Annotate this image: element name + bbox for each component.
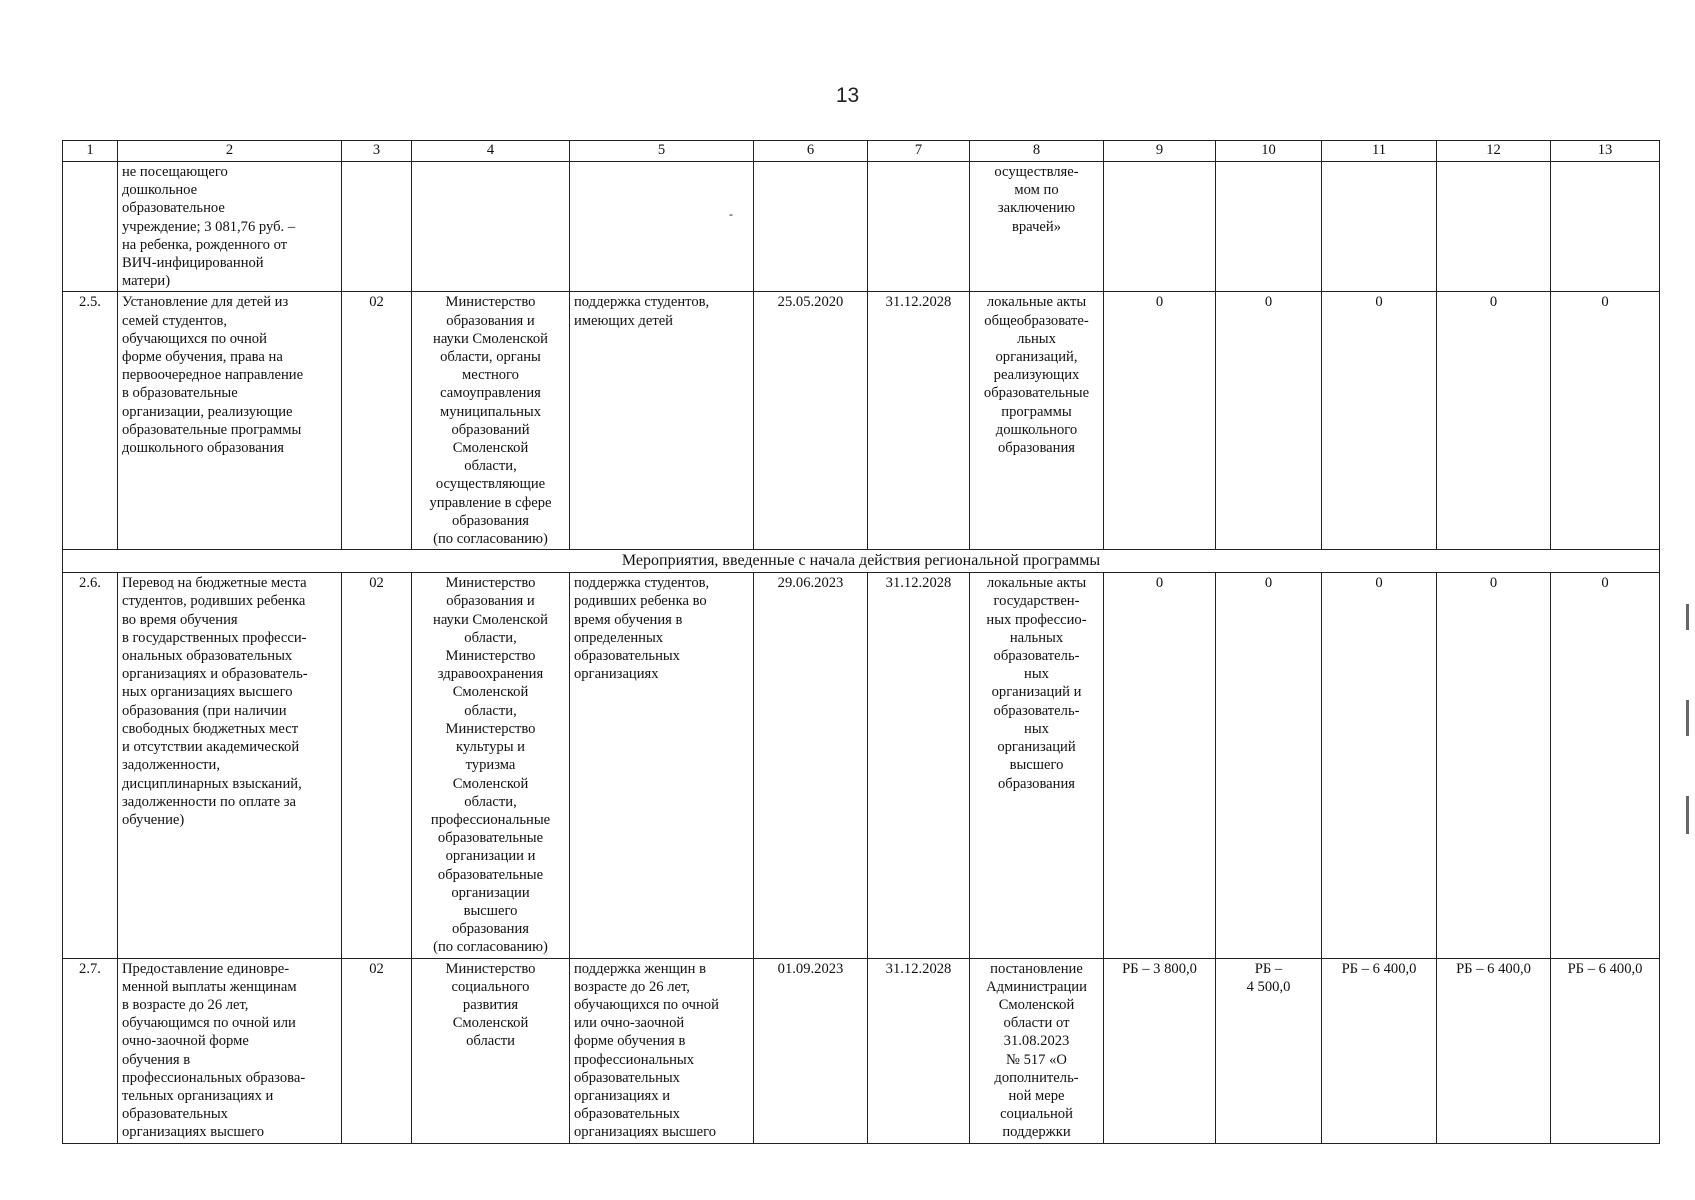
cell-basis (970, 162, 1104, 292)
cell-value-10 (1216, 162, 1322, 292)
cell-start-date: 25.05.2020 (754, 292, 868, 550)
cell-line: поддержки (1002, 1124, 1071, 1141)
cell-line: Смоленской (998, 996, 1075, 1013)
cell-dash: - (729, 207, 733, 221)
cell-line: реализующих (993, 367, 1080, 384)
cell-line: родивших ребенка во (574, 593, 707, 610)
cell-basis (970, 958, 1104, 1143)
cell-line: высшего (1009, 757, 1064, 774)
cell-line: образовательные (983, 385, 1090, 402)
cell-line: образования (452, 512, 529, 529)
cell-measure (118, 573, 342, 958)
cell-line: имеющих детей (574, 312, 673, 329)
cell-line: образовательные (437, 830, 544, 847)
cell-line: организации, реализующие (122, 403, 293, 420)
cell-executor (412, 573, 570, 958)
cell-line: профессиональные (430, 811, 551, 828)
col-header-1: 1 (63, 141, 118, 162)
cell-line: локальные акты (986, 575, 1087, 592)
cell-line: образовательные программы (122, 421, 302, 438)
cell-line: организации и (445, 848, 536, 865)
cell-line: образования и (446, 593, 535, 610)
cell-number: 2.6. (63, 573, 118, 958)
cell-line: муниципальных (439, 403, 542, 420)
cell-value-11: 0 (1322, 573, 1437, 958)
cell-line: области, (464, 793, 517, 810)
cell-line: первоочередное направление (122, 367, 304, 384)
cell-line: образования (998, 775, 1075, 792)
cell-line: или очно-заочной (574, 1015, 685, 1032)
cell-line: ных организациях высшего (122, 684, 293, 701)
col-header-12: 12 (1437, 141, 1551, 162)
cell-line: постановление (990, 960, 1083, 977)
cell-line: образования (при наличии (122, 702, 287, 719)
cell-line: № 517 «О (1006, 1051, 1067, 1068)
cell-end-date (868, 162, 970, 292)
cell-line: поддержка студентов, (574, 575, 710, 592)
cell-line: социального (451, 978, 530, 995)
cell-end-date: 31.12.2028 (868, 958, 970, 1143)
table-row (63, 162, 1660, 292)
cell-line: образовательные (437, 866, 544, 883)
cell-line: в возрасте до 26 лет, (122, 996, 249, 1013)
col-header-6: 6 (754, 141, 868, 162)
scan-edge-mark (1686, 604, 1689, 630)
cell-line: Смоленской (452, 684, 529, 701)
table-row (63, 292, 1660, 550)
cell-line: осуществляющие (435, 476, 546, 493)
cell-executor (412, 958, 570, 1143)
cell-line: местного (462, 367, 519, 384)
cell-value-10: 0 (1216, 573, 1322, 958)
cell-line: организациях и образователь- (122, 666, 308, 683)
cell-measure (118, 292, 342, 550)
cell-line: Установление для детей из (122, 294, 289, 311)
cell-line: возрасте до 26 лет, (574, 978, 690, 995)
cell-line: обучающихся по очной (574, 996, 719, 1013)
cell-line: дополнитель- (994, 1069, 1079, 1086)
cell-value-9: РБ – 3 800,0 (1104, 958, 1216, 1143)
cell-line: поддержка студентов, (574, 294, 710, 311)
cell-goal (570, 292, 754, 550)
cell-number: 2.7. (63, 958, 118, 1143)
cell-executor (412, 162, 570, 292)
cell-goal (570, 162, 754, 292)
cell-line: дошкольного (995, 421, 1078, 438)
col-header-2: 2 (118, 141, 342, 162)
cell-goal (570, 573, 754, 958)
cell-line: 31.08.2023 (1003, 1033, 1070, 1050)
cell-line: организации (451, 884, 530, 901)
cell-line: образовательных (574, 648, 680, 665)
cell-line: время обучения в (574, 611, 683, 628)
cell-line: форме обучения в (574, 1033, 686, 1050)
cell-line: не посещающего (122, 164, 228, 180)
col-header-7: 7 (868, 141, 970, 162)
cell-line: Министерство (445, 294, 536, 311)
cell-value-9: 0 (1104, 292, 1216, 550)
program-measures-table (62, 140, 1660, 1144)
cell-line: Смоленской (452, 440, 529, 457)
cell-line: здравоохранения (437, 666, 544, 683)
cell-line: матери) (122, 273, 171, 290)
cell-value-9: 0 (1104, 573, 1216, 958)
cell-basis (970, 292, 1104, 550)
col-header-9: 9 (1104, 141, 1216, 162)
col-header-11: 11 (1322, 141, 1437, 162)
cell-line: дошкольного образования (122, 440, 285, 457)
cell-number (63, 162, 118, 292)
cell-start-date: 01.09.2023 (754, 958, 868, 1143)
cell-line: Смоленской (452, 775, 529, 792)
col-header-10: 10 (1216, 141, 1322, 162)
cell-line: Министерство (445, 648, 536, 665)
cell-value-12: РБ – 6 400,0 (1437, 958, 1551, 1143)
col-header-13: 13 (1551, 141, 1660, 162)
cell-value-12: 0 (1437, 292, 1551, 550)
section-row (63, 550, 1660, 573)
cell-line: образования и (446, 312, 535, 329)
cell-line: (по согласованию) (433, 939, 548, 956)
cell-basis (970, 573, 1104, 958)
cell-executor (412, 292, 570, 550)
cell-line: области, (464, 629, 517, 646)
cell-line: свободных бюджетных мест (122, 720, 299, 737)
cell-line: области, (464, 702, 517, 719)
cell-line: льных (1017, 330, 1056, 347)
col-header-4: 4 (412, 141, 570, 162)
cell-line: области (466, 1033, 515, 1050)
cell-line: организациях и (574, 1087, 671, 1104)
cell-line: Администрации (986, 978, 1087, 995)
cell-line: очно-заочной форме (122, 1033, 249, 1050)
cell-line: дошкольное (122, 182, 198, 199)
table-row (63, 573, 1660, 958)
cell-line: науки Смоленской (433, 611, 548, 628)
cell-measure (118, 162, 342, 292)
cell-line: обучающимся по очной или (122, 1015, 296, 1032)
cell-line: организациях (574, 666, 659, 683)
cell-goal (570, 958, 754, 1143)
cell-value-10 (1216, 958, 1322, 1143)
cell-line: профессиональных образова- (122, 1069, 306, 1086)
cell-line: области, (464, 458, 517, 475)
cell-line: локальные акты (986, 294, 1087, 311)
cell-line: науки Смоленской (433, 330, 548, 347)
cell-line: государствен- (993, 593, 1080, 610)
cell-value-12 (1437, 162, 1551, 292)
cell-line: управление в сфере (429, 494, 552, 511)
cell-line: развития (462, 996, 519, 1013)
cell-line: дисциплинарных взысканий, (122, 775, 302, 792)
cell-line: самоуправления (440, 385, 541, 402)
cell-value-9 (1104, 162, 1216, 292)
cell-line: Министерство (445, 960, 536, 977)
cell-code (342, 162, 412, 292)
cell-value-13: 0 (1551, 292, 1660, 550)
cell-line: культуры и (456, 739, 525, 756)
table-row (63, 958, 1660, 1143)
cell-value-13 (1551, 162, 1660, 292)
cell-line: во время обучения (122, 611, 238, 628)
cell-line: организаций, (995, 349, 1078, 366)
cell-line: в образовательные (122, 385, 238, 402)
cell-line: мом по (1014, 182, 1059, 199)
cell-line: образовательных (574, 1069, 680, 1086)
cell-line: задолженности по оплате за (122, 793, 297, 810)
cell-line: образователь- (993, 648, 1080, 665)
cell-line: нальных (1009, 629, 1064, 646)
col-header-5: 5 (570, 141, 754, 162)
cell-start-date (754, 162, 868, 292)
scan-edge-mark (1686, 796, 1689, 834)
cell-value-12: 0 (1437, 573, 1551, 958)
cell-line: социальной (1000, 1106, 1073, 1123)
cell-line: образовательных (574, 1106, 680, 1123)
cell-number: 2.5. (63, 292, 118, 550)
cell-line: Перевод на бюджетные места (122, 575, 307, 592)
cell-line: ВИЧ-инфицированной (122, 255, 264, 272)
cell-line: заключению (997, 200, 1076, 217)
cell-measure (118, 958, 342, 1143)
cell-line: менной выплаты женщинам (122, 978, 297, 995)
cell-line: программы (1001, 403, 1072, 420)
cell-line: ональных образовательных (122, 648, 293, 665)
cell-line: области, органы (440, 349, 541, 366)
cell-line: Смоленской (452, 1015, 529, 1032)
cell-line: образования (452, 921, 529, 938)
cell-line: образований (451, 421, 530, 438)
cell-line: образователь- (993, 702, 1080, 719)
cell-start-date: 29.06.2023 (754, 573, 868, 958)
cell-line: Министерство (445, 575, 536, 592)
cell-line: туризма (465, 757, 516, 774)
section-title: Мероприятия, введенные с начала действия региональной программы (63, 550, 1660, 573)
cell-line: обучения в (122, 1051, 191, 1068)
cell-line: в государственных професси- (122, 629, 307, 646)
cell-line: учреждение; 3 081,76 руб. – (122, 218, 296, 235)
cell-line: ных (1024, 666, 1049, 683)
cell-line: задолженности, (122, 757, 221, 774)
cell-code: 02 (342, 292, 412, 550)
cell-end-date: 31.12.2028 (868, 573, 970, 958)
cell-code: 02 (342, 573, 412, 958)
cell-line: ной мере (1008, 1087, 1065, 1104)
cell-line: и отсутствии академической (122, 739, 300, 756)
cell-line: Министерство (445, 720, 536, 737)
cell-value-10: 0 (1216, 292, 1322, 550)
cell-line: общеобразовате- (984, 312, 1089, 329)
page-number: 13 (835, 84, 860, 107)
cell-code: 02 (342, 958, 412, 1143)
cell-line: обучение) (122, 811, 185, 828)
cell-line: области от (1003, 1015, 1070, 1032)
cell-line: профессиональных (574, 1051, 695, 1068)
cell-line: РБ – (1254, 960, 1283, 977)
cell-line: форме обучения, права на (122, 349, 283, 366)
col-header-3: 3 (342, 141, 412, 162)
cell-line: на ребенка, рожденного от (122, 236, 288, 253)
cell-end-date: 31.12.2028 (868, 292, 970, 550)
cell-line: ных профессио- (986, 611, 1087, 628)
header-row (63, 141, 1660, 162)
cell-line: организаций (997, 739, 1076, 756)
cell-line: образовательное (122, 200, 225, 217)
cell-line: (по согласованию) (433, 531, 548, 548)
cell-line: врачей» (1011, 218, 1061, 235)
cell-value-11: 0 (1322, 292, 1437, 550)
cell-value-13: РБ – 6 400,0 (1551, 958, 1660, 1143)
cell-line: поддержка женщин в (574, 960, 706, 977)
cell-line: обучающихся по очной (122, 330, 267, 347)
cell-line: организаций и (991, 684, 1082, 701)
cell-line: семей студентов, (122, 312, 228, 329)
cell-value-11: РБ – 6 400,0 (1322, 958, 1437, 1143)
cell-line: образования (998, 440, 1075, 457)
cell-line: тельных организациях и (122, 1087, 274, 1104)
scan-edge-mark (1686, 700, 1689, 736)
cell-line: высшего (463, 902, 518, 919)
cell-line: ных (1024, 720, 1049, 737)
cell-line: организациях высшего (122, 1124, 265, 1141)
cell-value-13: 0 (1551, 573, 1660, 958)
cell-line: Предоставление единовре- (122, 960, 290, 977)
cell-line: 4 500,0 (1246, 978, 1291, 995)
cell-line: образовательных (122, 1106, 228, 1123)
col-header-8: 8 (970, 141, 1104, 162)
cell-value-11 (1322, 162, 1437, 292)
cell-line: студентов, родивших ребенка (122, 593, 306, 610)
cell-line: определенных (574, 629, 664, 646)
cell-line: организациях высшего (574, 1124, 717, 1141)
cell-line: осуществляе- (994, 164, 1079, 180)
